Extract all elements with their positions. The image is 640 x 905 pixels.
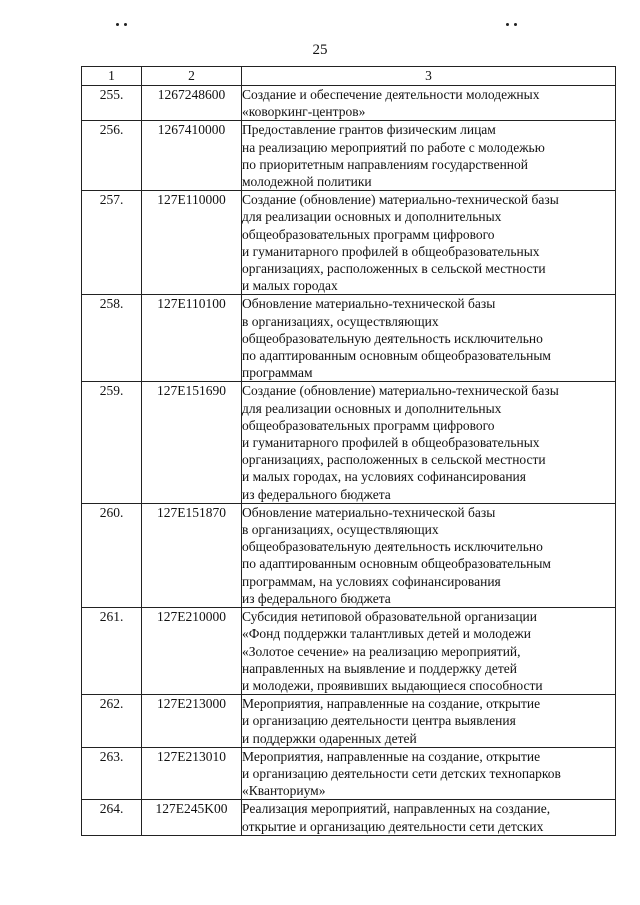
table-row	[82, 191, 616, 295]
table-row	[82, 295, 616, 382]
table-row	[82, 121, 616, 191]
budget-code: 1267248600	[142, 86, 242, 121]
header-col-2: 2	[142, 67, 242, 86]
description	[242, 295, 616, 382]
description	[242, 121, 616, 191]
budget-code: 127E151690	[142, 382, 242, 503]
description-line: Субсидия нетиповой образовательной организации	[242, 609, 537, 625]
description-line: «Золотое сечение» на реализацию мероприятий,	[242, 643, 521, 659]
page-number: 25	[312, 42, 328, 58]
description-line: организациях, расположенных в сельской местности	[242, 261, 546, 277]
description-line: общеобразовательную деятельность исключительно	[242, 330, 543, 346]
description-line: и поддержки одаренных детей	[242, 730, 417, 746]
header-row	[82, 67, 616, 86]
description-line: на реализацию мероприятий по работе с молодежью	[242, 139, 545, 155]
description-line: и молодежи, проявивших выдающиеся способности	[242, 677, 543, 693]
description-line: программам, на условиях софинансирования	[242, 573, 501, 589]
description-line: направленных на выявление и поддержку детей	[242, 660, 518, 676]
description-line: и организацию деятельности центра выявления	[242, 713, 516, 729]
description-line: Мероприятия, направленные на создание, открытие	[242, 696, 541, 712]
description	[242, 695, 616, 748]
row-number: 258.	[82, 295, 142, 382]
table-row	[82, 695, 616, 748]
description-line: и гуманитарного профилей в общеобразовательных	[242, 435, 540, 451]
row-number: 256.	[82, 121, 142, 191]
table-row	[82, 608, 616, 695]
description-line: по адаптированным основным общеобразовательным	[242, 556, 551, 572]
description-line: молодежной политики	[242, 174, 372, 190]
budget-code: 127E245K00	[142, 800, 242, 835]
description	[242, 503, 616, 607]
codes-table	[81, 66, 616, 836]
scan-mark-left	[116, 20, 138, 28]
description-line: общеобразовательных программ цифрового	[242, 417, 495, 433]
description-line: и организацию деятельности сети детских технопарков	[242, 765, 561, 781]
description-line: открытие и организацию деятельности сети детских	[242, 818, 544, 834]
description-line: Обновление материально-технической базы	[242, 296, 496, 312]
table-row	[82, 800, 616, 835]
row-number: 259.	[82, 382, 142, 503]
description	[242, 382, 616, 503]
description-line: из федерального бюджета	[242, 590, 391, 606]
description-line: по адаптированным основным общеобразовательным	[242, 348, 551, 364]
description-line: «Фонд поддержки талантливых детей и молодежи	[242, 626, 531, 642]
description-line: и малых городах, на условиях софинансирования	[242, 469, 526, 485]
description-line: для реализации основных и дополнительных	[242, 400, 502, 416]
header-col-3: 3	[242, 67, 616, 86]
description-line: по приоритетным направлениям государственной	[242, 156, 528, 172]
description-line: Создание и обеспечение деятельности молодежных	[242, 87, 540, 102]
row-number: 260.	[82, 503, 142, 607]
header-col-1: 1	[82, 67, 142, 86]
budget-code: 127E210000	[142, 608, 242, 695]
description-line: Создание (обновление) материально-технической базы	[242, 192, 559, 208]
description-line: и малых городах	[242, 278, 338, 294]
description	[242, 747, 616, 800]
row-number: 257.	[82, 191, 142, 295]
budget-code: 127E151870	[142, 503, 242, 607]
row-number: 255.	[82, 86, 142, 121]
row-number: 262.	[82, 695, 142, 748]
budget-code: 127E110100	[142, 295, 242, 382]
description-line: «Кванториум»	[242, 783, 326, 799]
row-number: 263.	[82, 747, 142, 800]
description-line: в организациях, осуществляющих	[242, 522, 439, 538]
description-line: Реализация мероприятий, направленных на создание,	[242, 801, 551, 817]
description-line: Создание (обновление) материально-технической базы	[242, 383, 559, 399]
description-line: из федерального бюджета	[242, 486, 391, 502]
description-line: в организациях, осуществляющих	[242, 313, 439, 329]
description	[242, 608, 616, 695]
description-line: Предоставление грантов физическим лицам	[242, 122, 496, 138]
description-line: Обновление материально-технической базы	[242, 504, 496, 520]
description-line: для реализации основных и дополнительных	[242, 209, 502, 225]
description	[242, 86, 616, 121]
description	[242, 191, 616, 295]
table-row	[82, 382, 616, 503]
table-row	[82, 747, 616, 800]
description-line: программам	[242, 365, 313, 381]
row-number: 264.	[82, 800, 142, 835]
budget-code: 127E110000	[142, 191, 242, 295]
scan-mark-right	[506, 20, 528, 28]
description-line: организациях, расположенных в сельской местности	[242, 452, 546, 468]
description-line: Мероприятия, направленные на создание, открытие	[242, 748, 541, 764]
budget-code: 1267410000	[142, 121, 242, 191]
budget-code: 127E213000	[142, 695, 242, 748]
table-row	[82, 503, 616, 607]
description-line: и гуманитарного профилей в общеобразовательных	[242, 243, 540, 259]
description-line: общеобразовательную деятельность исключительно	[242, 539, 543, 555]
table-row	[82, 86, 616, 121]
row-number: 261.	[82, 608, 142, 695]
description	[242, 800, 616, 835]
description-line: общеобразовательных программ цифрового	[242, 226, 495, 242]
description-line: «коворкинг-центров»	[242, 104, 366, 120]
budget-code: 127E213010	[142, 747, 242, 800]
